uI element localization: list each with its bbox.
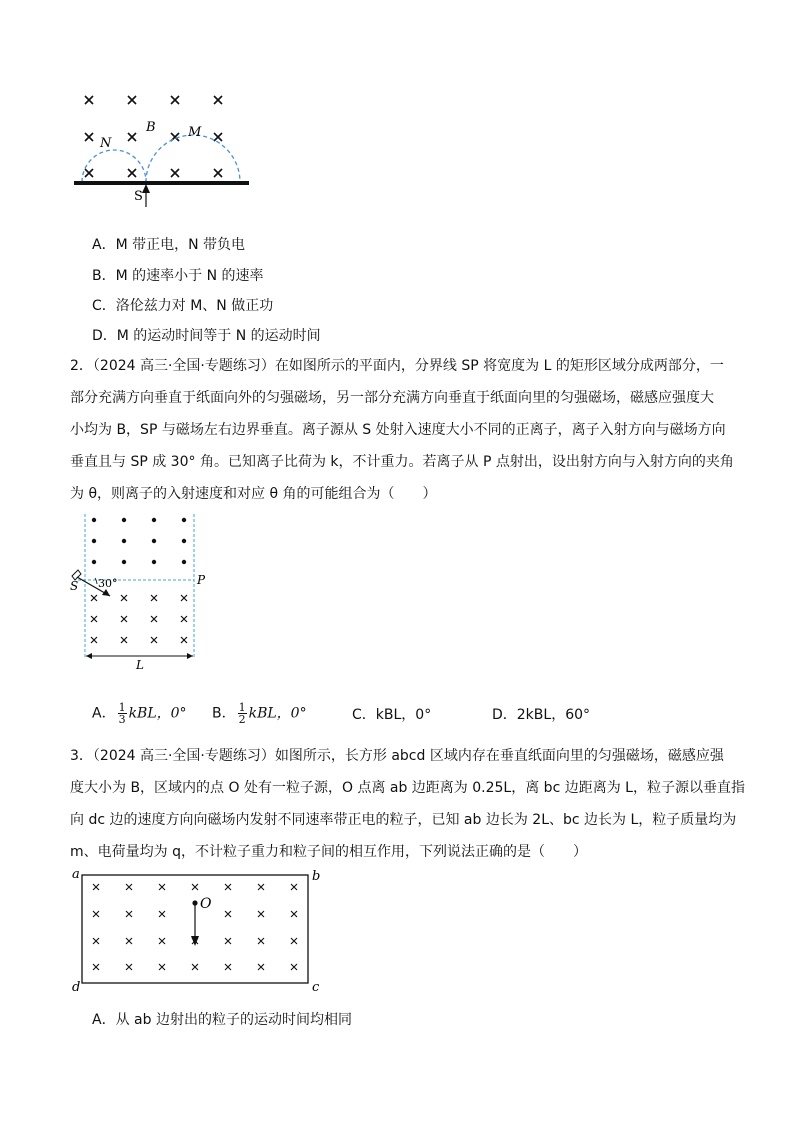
boundary-line [74,181,249,185]
label-c: c [312,980,320,995]
label-m: M [188,125,202,140]
field-crosses [91,595,187,643]
q3-stem-line-1: 3．（2024 高三·全国·专题练习）如图所示，长方形 abcd 区域内存在垂直纸面向里的匀强磁场，磁感应强 [70,748,724,764]
q1-option-a: A．M 带正电，N 带负电 [92,237,246,253]
label-o: O [200,896,212,912]
field-dots [92,518,186,564]
label-d: d [72,980,81,995]
label-b: b [312,869,321,884]
figure-1-magnetic-field [60,85,270,215]
q1-option-d: D．M 的运动时间等于 N 的运动时间 [92,328,321,344]
label-l: L [136,658,144,672]
label-a: a [72,867,80,882]
q2-stem-line-2: 部分充满方向垂直于纸面向外的匀强磁场，另一部分充满方向垂直于纸面向里的匀强磁场，磁感应强度大 [70,390,714,406]
q2-option-d: D．2kBL，60° [492,707,591,723]
q2-stem-line-1: 2．（2024 高三·全国·专题练习）在如图所示的平面内，分界线 SP 将宽度为 L 的矩形区域分成两部分，一 [70,358,724,374]
q3-option-a: A．从 ab 边射出的粒子的运动时间均相同 [92,1012,352,1028]
label-angle: 30° [98,577,118,590]
q2-stem-line-4: 垂直且与 SP 成 30° 角。已知离子比荷为 k，不计重力。若离子从 P 点射出，设出射方向与入射方向的夹角 [70,454,734,470]
q1-option-b: B．M 的速率小于 N 的速率 [92,268,264,284]
trajectory-n [82,150,146,182]
label-s: S [70,579,79,593]
figure-2-split-field [64,508,214,673]
q2-option-c: C．kBL，0° [352,707,432,723]
q2-stem-line-5: 为 θ，则离子的入射速度和对应 θ 角的可能组合为（ ） [70,486,437,502]
label-p: P [197,573,206,587]
q3-stem-line-2: 度大小为 B，区域内的点 O 处有一粒子源，O 点离 ab 边距离为 0.25L，离 bc 边距离为 L，粒子源以垂直指 [70,780,745,796]
q3-stem-line-4: m、电荷量均为 q，不计粒子重力和粒子间的相互作用，下列说法正确的是（ ） [70,844,587,860]
label-s: S [134,189,143,204]
label-b: B [146,120,156,135]
q2-option-a: A． $\frac{1}{3}$ kBL，0° [92,701,187,726]
trajectory-m [146,135,240,182]
q2-option-b: B． $\frac{1}{2}$ kBL，0° [212,701,307,726]
q2-stem-line-3: 小均为 B，SP 与磁场左右边界垂直。离子源从 S 处射入速度大小不同的正离子，离子入射方向与磁场方向 [70,422,726,438]
q3-stem-line-3: 向 dc 边的速度方向向磁场内发射不同速率带正电的粒子，已知 ab 边长为 2L、bc 边长为 L，粒子质量均为 [70,812,737,828]
label-n: N [100,136,112,151]
figure-3-rectangle-field [68,866,328,996]
q1-option-c: C．洛伦兹力对 M、N 做正功 [92,298,274,314]
